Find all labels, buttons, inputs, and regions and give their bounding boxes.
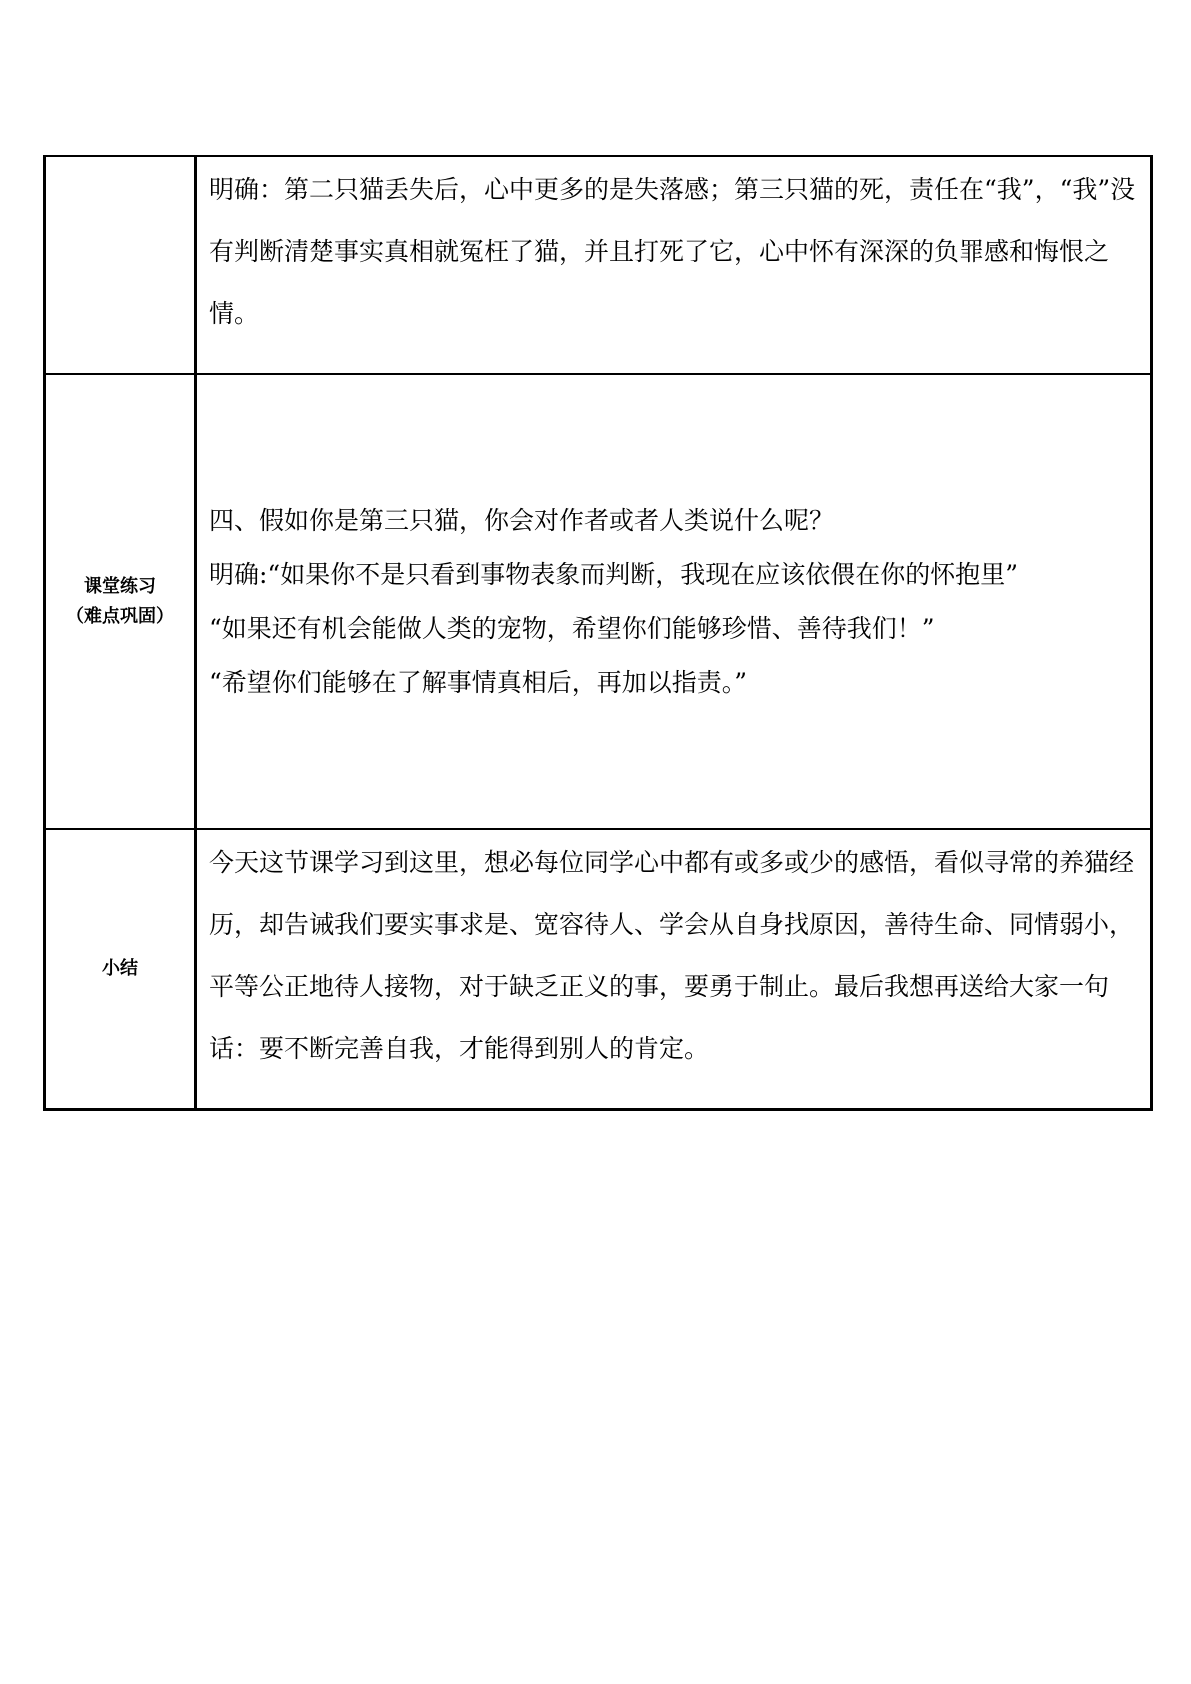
practice-question: 四、假如你是第三只猫，你会对作者或者人类说什么呢？	[209, 505, 835, 535]
row-content-summary	[196, 829, 1152, 1109]
table-row-summary	[45, 829, 1152, 1109]
row-label-empty	[45, 156, 196, 374]
row-label-practice	[45, 374, 196, 829]
practice-label: 课堂练习	[84, 575, 156, 597]
explanation-paragraph: 明确：第二只猫丢失后，心中更多的是失落感；第三只猫的死，责任在“我”，“我”没有判断清楚事实真相就冤枉了猫，并且打死了它，心中怀有深深的负罪感和悔恨之情。	[209, 175, 1136, 328]
lesson-plan-table	[43, 155, 1153, 1111]
practice-sublabel: （难点巩固）	[66, 605, 174, 627]
row-label-summary	[45, 829, 196, 1109]
table-row-explanation	[45, 156, 1152, 374]
summary-label: 小结	[102, 957, 138, 979]
practice-answer-2: “如果还有机会能做人类的宠物，希望你们能够珍惜、善待我们！”	[209, 613, 935, 643]
summary-paragraph: 今天这节课学习到这里，想必每位同学心中都有或多或少的感悟，看似寻常的养猫经历，却告诫我们要实事求是、宽容待人、学会从自身找原因，善待生命、同情弱小，平等公正地待人接物，对于缺乏正义的事，要勇于制止。最后我想再送给大家一句话：要不断完善自我，才能得到别人的肯定。	[209, 848, 1135, 1063]
table-row-practice	[45, 374, 1152, 829]
practice-answer-1: 明确:“如果你不是只看到事物表象而判断，我现在应该依偎在你的怀抱里”	[209, 559, 1018, 589]
row-content-practice	[196, 374, 1152, 829]
row-content-explanation	[196, 156, 1152, 374]
practice-answer-3: “希望你们能够在了解事情真相后，再加以指责。”	[209, 667, 748, 697]
